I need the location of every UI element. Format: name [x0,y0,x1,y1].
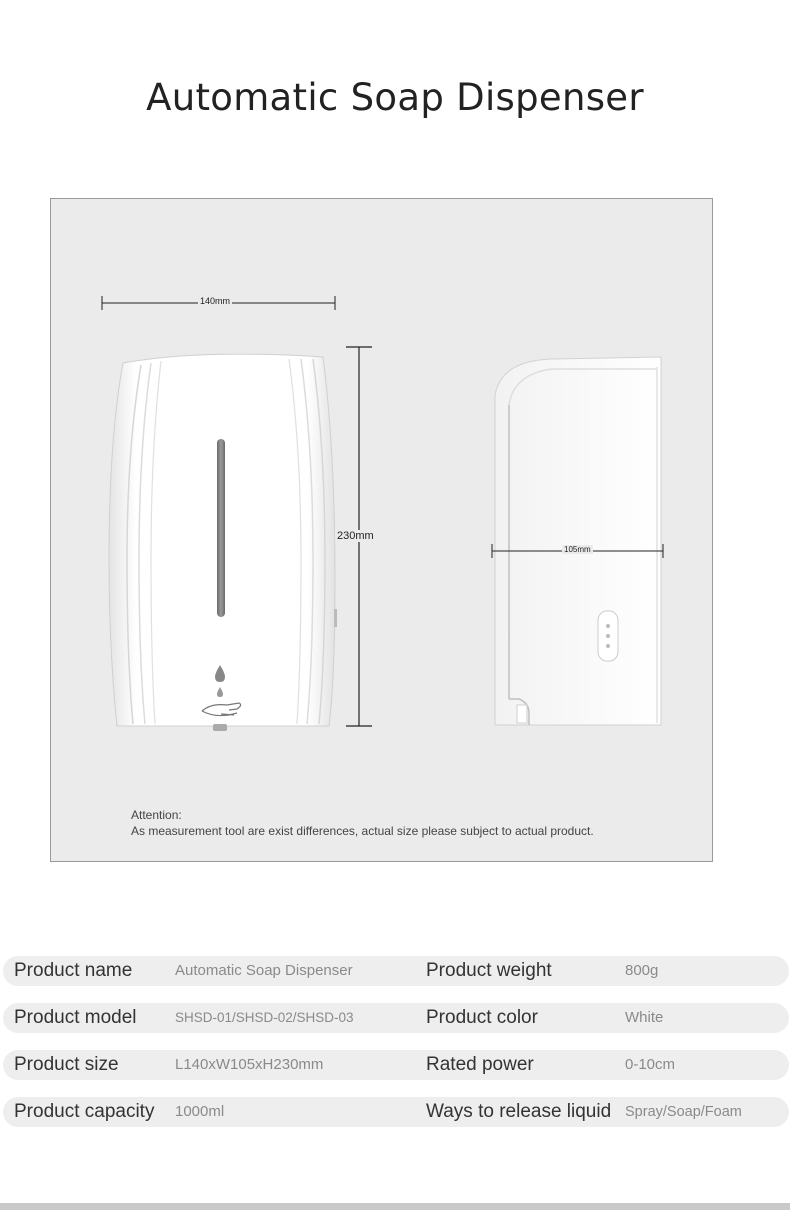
page-title: Automatic Soap Dispenser [146,76,644,119]
bottom-divider [0,1203,790,1210]
spec-label: Product weight [426,960,552,981]
level-window [217,439,225,617]
attention-note [131,807,594,839]
dispenser-illustration [51,199,712,861]
spec-value: L140xW105xH230mm [175,1056,324,1073]
spec-table [3,956,789,1144]
spec-label: Product color [426,1007,538,1028]
width-label: 140mm [200,296,231,306]
spec-row [3,1050,789,1080]
spec-row [3,1097,789,1127]
spec-row [3,1003,789,1033]
spec-value: White [625,1009,664,1026]
dimension-figure [50,198,713,862]
spec-value: Spray/Soap/Foam [625,1104,742,1120]
spec-value: SHSD-01/SHSD-02/SHSD-03 [175,1010,354,1025]
height-label: 230mm [337,530,374,542]
spec-row [3,956,789,986]
spec-value: 800g [625,962,659,979]
spec-label: Product name [14,960,133,981]
attention-text: As measurement tool are exist differences, actual size please subject to actual product. [131,824,594,838]
spec-label: Ways to release liquid [426,1101,612,1122]
attention-heading: Attention: [131,808,182,822]
spec-label: Product model [14,1007,137,1028]
side-view [495,357,661,725]
spec-label: Rated power [426,1054,534,1075]
spec-value: 1000ml [175,1103,225,1120]
depth-label: 105mm [564,545,591,554]
spec-label: Product size [14,1054,119,1075]
nozzle [213,724,227,731]
front-view [109,354,337,731]
spec-value: 0-10cm [625,1056,676,1073]
spec-value: Automatic Soap Dispenser [175,962,353,979]
spec-label: Product capacity [14,1101,155,1122]
